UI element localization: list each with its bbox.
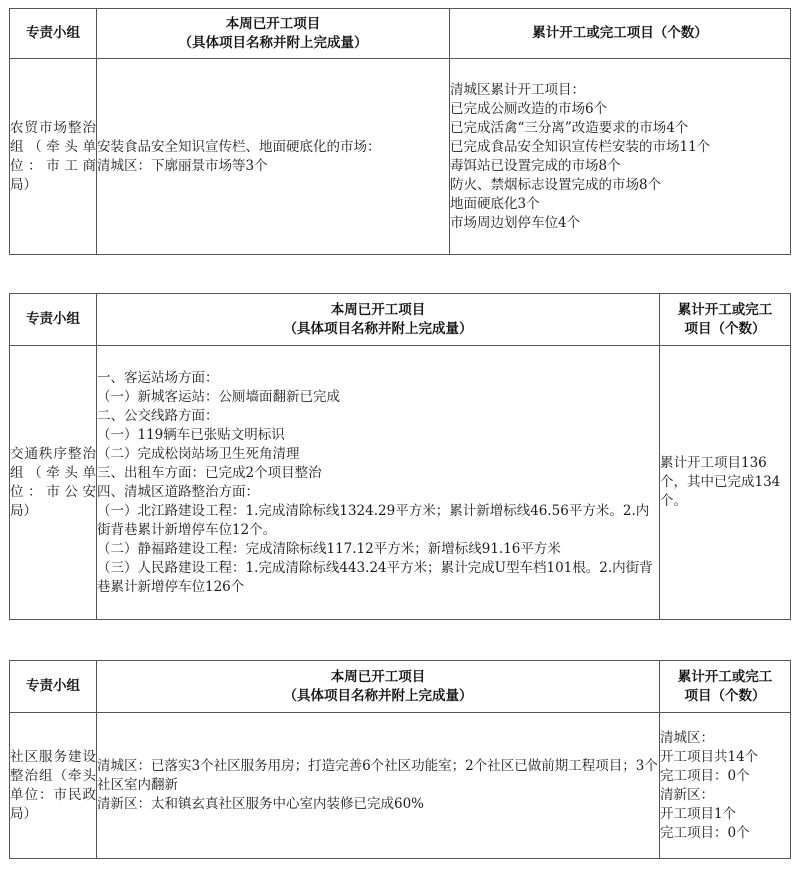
table-header-row [10,9,791,59]
table-traffic-order [9,293,791,620]
header-this-week: 本周已开工项目 （具体项目名称并附上完成量） [97,661,660,713]
table-row [10,59,791,255]
group-name: 农贸市场整治组（牵头单位：市工商局） [10,59,97,255]
header-group: 专责小组 [10,9,97,59]
header-group: 专责小组 [10,294,97,346]
table-row [10,346,791,620]
week-projects: 安装食品安全知识宣传栏、地面硬底化的市场： 清城区：下廓丽景市场等3个 [97,59,450,255]
header-cumulative [450,9,791,59]
group-name: 社区服务建设整治组（牵头单位：市民政局） [10,713,97,859]
header-cumulative: 累计开工或完工 项目（个数） [660,661,791,713]
header-this-week: 本周已开工项目 （具体项目名称并附上完成量） [97,294,660,346]
table-header-row [10,661,791,713]
table-row [10,713,791,859]
cumulative-projects: 清城区： 开工项目共14个 完工项目：0个 清新区： 开工项目1个 完工项目：0个 [660,713,791,859]
header-group: 专责小组 [10,661,97,713]
table-community-service [9,660,791,859]
group-name: 交通秩序整治组（牵头单位：市公安局） [10,346,97,620]
header-this-week-line2: （具体项目名称并附上完成量） [178,34,368,51]
cumulative-projects: 清城区累计开工项目： 已完成公厕改造的市场6个 已完成活禽“三分离”改造要求的市场4个 已完成食品安全知识宣传栏安装的市场11个 毒饵站已设置完成的市场8个 防火、禁烟标志设置完成的市场8个 地面硬底化3个 市场周边划停车位4个 [450,59,791,255]
header-cumulative: 累计开工或完工 项目（个数） [660,294,791,346]
header-cumulative-line1: 累计开工或完工项目（个数） [532,25,708,41]
week-projects: 清城区：已落实3个社区服务用房；打造完善6个社区功能室；2个社区已做前期工程项目；3个社区室内翻新 清新区：太和镇玄真社区服务中心室内装修已完成60% [97,713,660,859]
header-this-week [97,9,450,59]
table-header-row [10,294,791,346]
cumulative-projects: 累计开工项目136个，其中已完成134个。 [660,346,791,620]
week-projects: 一、客运站场方面： （一）新城客运站：公厕墙面翻新已完成 二、公交线路方面： （一）119辆车已张贴文明标识 （二）完成松岗站场卫生死角清理 三、出租车方面：已完成2个项目整治 四、清城区道路整治方面： （一）北江路建设工程：1.完成清除标线1324.29平方米；累计新增标线46.56平方米。2.内街背巷累计新增停车位12个。 （二）静福路建设工程：完成清除标线117.12平方米；新增标线91.16平方米 （三）人民路建设工程：1.完成清除标线443.24平方米；累计完成U型车档101根。2.内街背巷累计新增停车位126个 [97,346,660,620]
table-market-rectification [9,8,791,255]
header-this-week-line1: 本周已开工项目 [225,15,321,32]
